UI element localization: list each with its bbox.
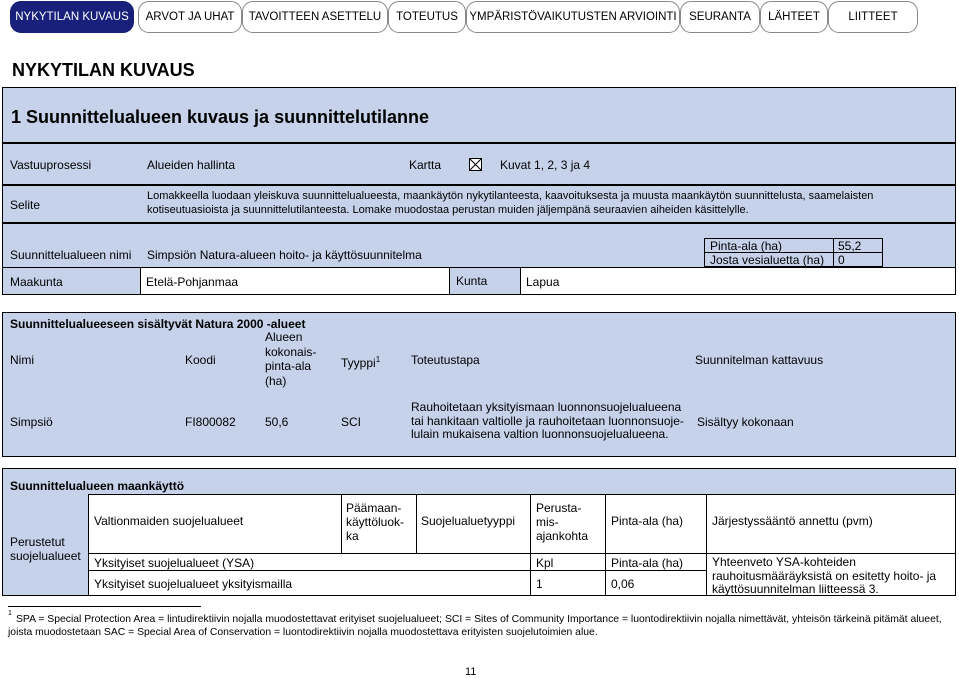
natura-header-tyyppi-sup: 1 bbox=[375, 355, 381, 364]
maankaytto-side-label: Perustetut suojelualueet bbox=[10, 535, 81, 563]
kunta-value-cell bbox=[520, 267, 956, 295]
tab-nykytilan-kuvaus[interactable]: NYKYTILAN KUVAUS bbox=[10, 1, 134, 33]
maakunta-value-cell bbox=[140, 267, 450, 295]
vastuuprosessi-row bbox=[2, 143, 956, 185]
natura-header-tyyppi bbox=[341, 353, 380, 370]
maankaytto-header-valtion: Valtionmaiden suojelualueet bbox=[94, 514, 244, 528]
yksityis-label: Yksityiset suojelualueet yksityismailla bbox=[94, 577, 293, 591]
ysa-kpl: Kpl bbox=[536, 556, 554, 570]
area-name-label: Suunnittelualueen nimi bbox=[10, 248, 132, 262]
vesialue-value-cell bbox=[833, 252, 883, 267]
ysa-label: Yksityiset suojelualueet (YSA) bbox=[94, 556, 255, 570]
top-navigation bbox=[0, 0, 959, 34]
natura-row-nimi: Simpsiö bbox=[10, 415, 53, 429]
pinta-ala-label: Pinta-ala (ha) bbox=[710, 239, 783, 253]
yksityis-kpl: 1 bbox=[536, 577, 543, 591]
maakunta-label: Maakunta bbox=[10, 275, 63, 289]
vesialue-value: 0 bbox=[838, 253, 845, 267]
area-name-value: Simpsiön Natura-alueen hoito- ja käyttösuunnitelma bbox=[147, 248, 422, 262]
maankaytto-header-paamaankaytto: Päämaan-käyttöluok-ka bbox=[346, 501, 405, 543]
natura-header-nimi: Nimi bbox=[10, 353, 34, 367]
tab-ymparistovaikutusten-arviointi[interactable]: YMPÄRISTÖVAIKUTUSTEN ARVIOINTI bbox=[466, 1, 680, 33]
maankaytto-header-tyyppi: Suojelualuetyyppi bbox=[421, 514, 516, 528]
kunta-value: Lapua bbox=[526, 275, 560, 289]
natura-header-toteutus: Toteutustapa bbox=[411, 353, 480, 367]
grid-vline-3 bbox=[530, 494, 531, 596]
kuvat-value: Kuvat 1, 2, 3 ja 4 bbox=[500, 158, 591, 172]
grid-vline-2 bbox=[416, 494, 417, 553]
natura-title: Suunnittelualueeseen sisältyvät Natura 2000 -alueet bbox=[10, 317, 306, 331]
natura-table bbox=[2, 312, 956, 457]
vesialue-label-cell bbox=[704, 252, 834, 267]
grid-hline-2 bbox=[88, 570, 706, 571]
tab-lahteet[interactable]: LÄHTEET bbox=[760, 1, 828, 33]
footnote-rule bbox=[8, 606, 201, 607]
maankaytto-header-pinta-ala: Pinta-ala (ha) bbox=[611, 514, 684, 528]
section-title-bar bbox=[2, 87, 956, 143]
page-number: 11 bbox=[465, 666, 477, 678]
natura-header-koodi: Koodi bbox=[185, 353, 216, 367]
tab-toteutus[interactable]: TOTEUTUS bbox=[388, 1, 466, 33]
maankaytto-header-saanto: Järjestyssääntö annettu (pvm) bbox=[712, 514, 873, 528]
vesialue-label: Josta vesialuetta (ha) bbox=[710, 253, 825, 267]
grid-vline-5 bbox=[706, 494, 707, 596]
grid-vline-4 bbox=[605, 494, 606, 596]
vastuuprosessi-value: Alueiden hallinta bbox=[147, 158, 236, 172]
kartta-checkbox[interactable] bbox=[469, 158, 482, 171]
pinta-ala-value-cell bbox=[833, 238, 883, 253]
page-title: NYKYTILAN KUVAUS bbox=[12, 60, 195, 80]
natura-row-toteutus: Rauhoitetaan yksityismaan luonnonsuojelualueena tai hankitaan valtiolle ja rauhoitetaan luonnonsuoje-lulain mukaisena valtion luonnonsuojelualueena. bbox=[411, 400, 684, 441]
grid-hline-1 bbox=[88, 553, 956, 554]
natura-header-pinta-ala: Alueen kokonais-pinta-ala (ha) bbox=[265, 330, 317, 388]
vastuuprosessi-label: Vastuuprosessi bbox=[10, 158, 92, 172]
natura-row-kattavuus: Sisältyy kokonaan bbox=[697, 415, 794, 429]
pinta-ala-label-cell bbox=[704, 238, 834, 253]
tab-tavoitteen-asettelu[interactable]: TAVOITTEEN ASETTELU bbox=[242, 1, 388, 33]
natura-row-pinta-ala: 50,6 bbox=[265, 415, 289, 429]
check-cross-icon bbox=[470, 159, 481, 170]
yksityis-pinta-ala: 0,06 bbox=[611, 577, 635, 591]
footnote-text: SPA = Special Protection Area = lintudirektiivin nojalla muodostettavat erityiset suojelualueet; SCI = Sites of Community Importance = luontodirektiivin nojalla nimettävät, yhteisön tärkeinä pitämät alueet, joista muodostetaan SAC = Special Area of Conservation = luontodirektiivin nojalla muodostettava erityisten suojelutoimien alue. bbox=[8, 614, 942, 638]
selite-text: Lomakkeella luodaan yleiskuva suunnittelualueesta, maankäytön nykytilanteesta, kaavoituksesta ja muusta maankäytön suunnittelusta, saamelaisten kotiseutuasioista ja suunnittelutilanteesta. Lomake muodostaa perustan muiden jäljempänä seuraavien aiheiden käsittelylle. bbox=[147, 190, 874, 216]
tab-arvot-ja-uhat[interactable]: ARVOT JA UHAT bbox=[138, 1, 242, 33]
natura-header-kattavuus: Suunnitelman kattavuus bbox=[695, 353, 824, 367]
kunta-label: Kunta bbox=[456, 274, 488, 288]
maakunta-value: Etelä-Pohjanmaa bbox=[146, 275, 239, 289]
footnote-mark: 1 bbox=[8, 610, 12, 617]
natura-header-tyyppi-text: Tyyppi bbox=[341, 356, 376, 370]
ysa-pinta-ala: Pinta-ala (ha) bbox=[611, 556, 684, 570]
natura-row-koodi: FI800082 bbox=[185, 415, 236, 429]
selite-label: Selite bbox=[10, 198, 41, 212]
section-title: 1 Suunnittelualueen kuvaus ja suunnittelutilanne bbox=[11, 107, 430, 127]
kartta-label: Kartta bbox=[409, 158, 442, 172]
pinta-ala-value: 55,2 bbox=[838, 239, 862, 253]
tab-seuranta[interactable]: SEURANTA bbox=[680, 1, 760, 33]
selite-row bbox=[2, 185, 956, 223]
yhteenveto-text: Yhteenveto YSA-kohteiden rauhoitusmääräyksistä on esitetty hoito- ja käyttösuunnitelman liitteessä 3. bbox=[712, 555, 937, 596]
natura-row-tyyppi: SCI bbox=[341, 415, 362, 429]
maankaytto-title: Suunnittelualueen maankäyttö bbox=[10, 479, 185, 493]
maankaytto-header-perustamis: Perusta-mis-ajankohta bbox=[536, 501, 589, 543]
tab-liitteet[interactable]: LIITTEET bbox=[828, 1, 918, 33]
grid-vline-1 bbox=[341, 494, 342, 553]
